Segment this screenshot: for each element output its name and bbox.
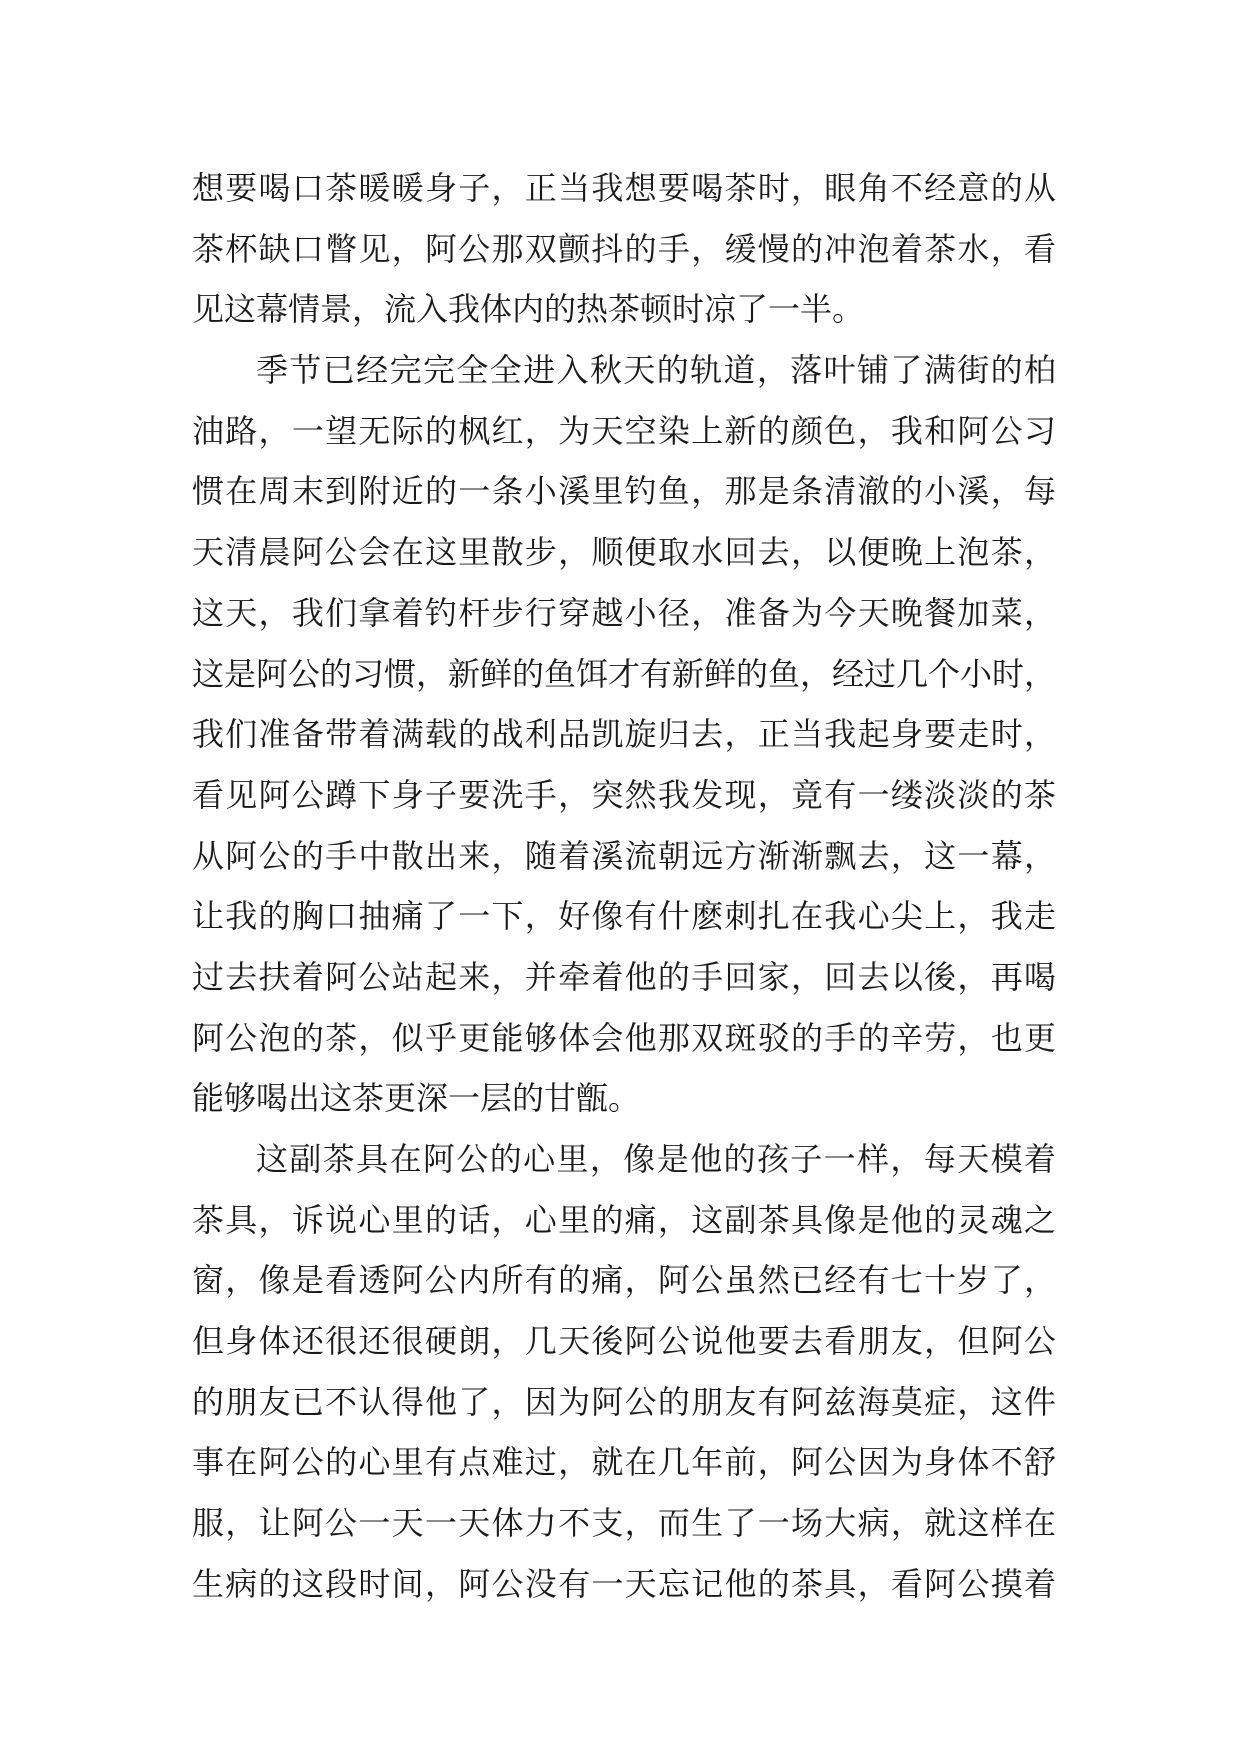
text-line: 茶杯缺口瞥见，阿公那双颤抖的手，缓慢的冲泡着茶水，看 [192,229,1056,268]
text-line: 这是阿公的习惯，新鲜的鱼饵才有新鲜的鱼，经过几个小时， [192,654,1057,693]
paragraph-start-line: 这副茶具在阿公的心里，像是他的孩子一样，每天模着 [256,1140,1056,1178]
text-line: 服，让阿公一天一天体力不支，而生了一场大病，就这样在 [192,1504,1056,1543]
text-line: 天清晨阿公会在这里散步，顺便取水回去，以便晚上泡茶， [192,533,1056,572]
text-line: 生病的这段时间，阿公没有一天忘记他的茶具，看阿公摸着 [192,1564,1056,1603]
text-line: 阿公泡的茶，似乎更能够体会他那双斑驳的手的辛劳，也更 [192,1018,1056,1057]
text-line: 能够喝出这茶更深一层的甘甑。 [192,1079,641,1118]
text-line: 让我的胸口抽痛了一下，好像有什麽刺扎在我心尖上，我走 [192,897,1056,936]
text-line: 从阿公的手中散出来，随着溪流朝远方渐渐飘去，这一幕， [192,836,1056,875]
paragraph-start-line: 季节已经完完全全进入秋天的轨道，落叶铺了满街的柏 [256,351,1056,390]
text-line: 看见阿公蹲下身子要洗手，突然我发现，竟有一缕淡淡的茶 [192,775,1056,814]
text-line: 想要喝口茶暖暖身子，正当我想要喝茶时，眼角不经意的从 [192,169,1056,207]
text-line: 这天，我们拿着钓杆步行穿越小径，准备为今天晚餐加菜， [192,593,1056,632]
text-line: 茶具，诉说心里的话，心里的痛，这副茶具像是他的灵魂之 [192,1200,1056,1239]
text-line: 过去扶着阿公站起来，并牵着他的手回家，回去以後，再喝 [192,957,1056,996]
text-line: 我们准备带着满载的战利品凯旋归去，正当我起身要走时， [192,715,1056,754]
text-line: 事在阿公的心里有点难过，就在几年前，阿公因为身体不舒 [192,1443,1056,1482]
text-line: 油路，一望无际的枫红，为天空染上新的颜色，我和阿公习 [192,411,1056,450]
text-line: 见这幕情景，流入我体内的热茶顿时凉了一半。 [192,290,865,329]
text-line: 但身体还很还很硬朗，几天後阿公说他要去看朋友，但阿公 [192,1322,1056,1361]
text-line: 窗，像是看透阿公内所有的痛，阿公虽然已经有七十岁了， [192,1261,1056,1300]
text-line: 惯在周末到附近的一条小溪里钓鱼，那是条清澈的小溪，每 [192,472,1056,511]
body-text [192,158,1056,1615]
text-line: 的朋友已不认得他了，因为阿公的朋友有阿兹海莫症，这件 [192,1382,1056,1421]
